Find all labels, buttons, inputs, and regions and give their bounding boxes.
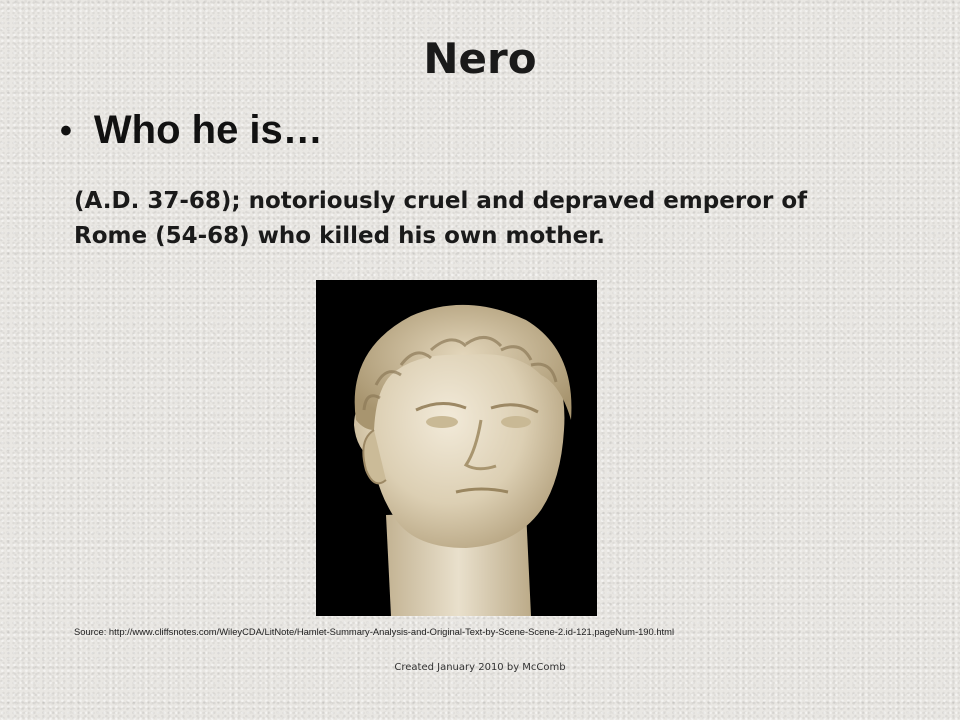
nero-bust-image — [316, 280, 597, 616]
description-text: (A.D. 37-68); notoriously cruel and depraved emperor of Rome (54-68) who killed his own mother. — [74, 188, 808, 249]
footer-credit: Created January 2010 by McComb — [394, 662, 566, 673]
bullet-text: Who he is… — [93, 108, 323, 152]
source-citation: Source: http://www.cliffsnotes.com/WileyCDA/LitNote/Hamlet-Summary-Analysis-and-Original-Text-by-Scene-Scene-2.id-121,pageNum-190.html — [74, 626, 675, 637]
slide-title: Nero — [423, 34, 537, 83]
bullet-item — [60, 108, 323, 153]
bullet-icon: • — [60, 111, 72, 150]
